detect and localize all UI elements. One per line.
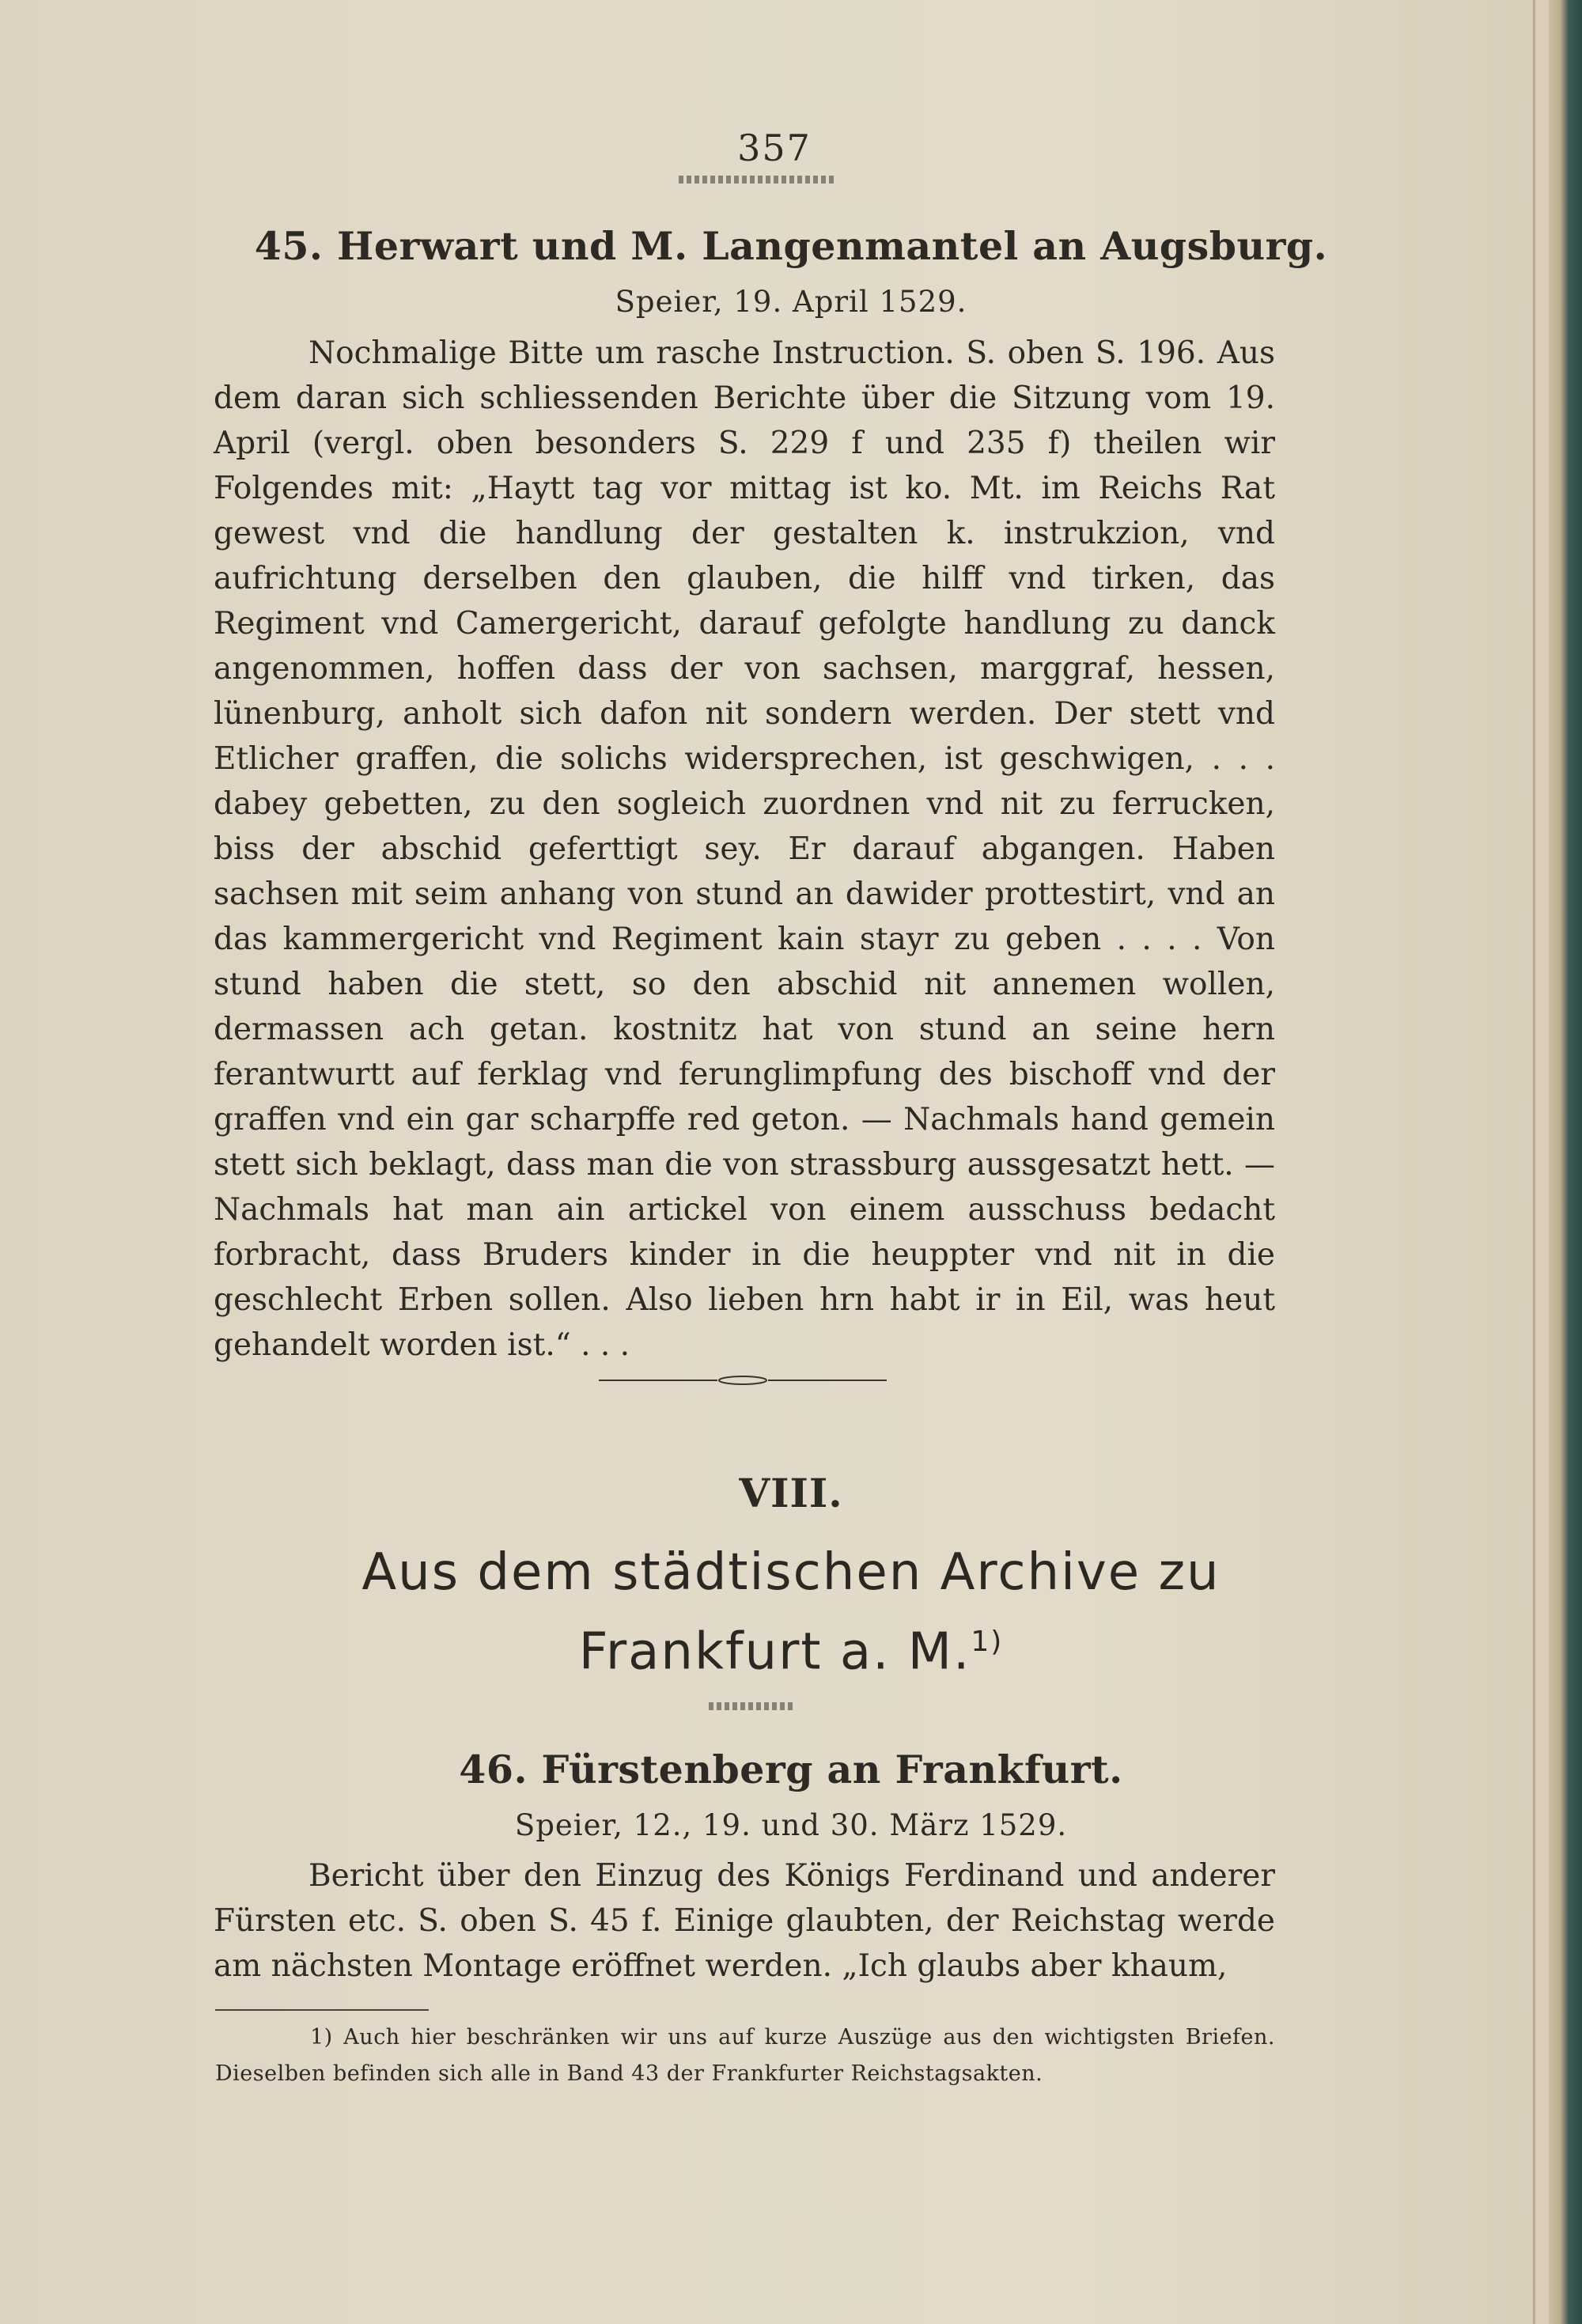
footnote-text: 1) Auch hier beschränken wir uns auf kurze Auszüge aus den wichtigsten Briefen. Dieselben befinden sich alle in Band 43 der Frankfurter Reichstagsakten.: [215, 2025, 1275, 2086]
section-numeral: VIII.: [739, 1470, 843, 1516]
footnote-reference: 1): [971, 1626, 1004, 1658]
letter-46-place-date: Speier, 12., 19. und 30. März 1529.: [514, 1808, 1068, 1842]
letter-45-paragraph: Nochmalige Bitte um rasche Instruction. S. oben S. 196. Aus dem daran sich schliessenden Berichte über die Sitzung vom 19. April (vergl. oben besonders S. 229 f und 235 f) theilen wir Folgendes mit: „Haytt tag vor mittag ist ko. Mt. im Reichs Rat gewest vnd die handlung der gestalten k. instrukzion, vnd aufrichtung derselben den glauben, die hilff vnd tirken, das Regiment vnd Camergericht, darauf gefolgte handlung zu danck angenommen, hoffen dass der von sachsen, marggraf, hessen, lünenburg, anholt sich dafon nit sondern werden. Der stett vnd Etlicher graffen, die solichs widersprechen, ist geschwigen, . . . dabey gebetten, zu den sogleich zuordnen vnd nit zu ferrucken, biss der abschid geferttigt sey. Er darauf abgangen. Haben sachsen mit seim anhang von stund an dawider prottestirt, vnd an das kammergericht vnd Regiment kain stayr zu geben . . . . Von stund haben die stett, so den abschid nit annemen wollen, dermassen ach getan. kostnitz hat von stund an seine hern ferantwurtt auf ferklag vnd ferunglimpfung des bischoff vnd der graffen vnd ein gar scharpffe red geton. — Nachmals hand gemein stett sich beklagt, dass man die von strassburg aussgesatzt hett. — Nachmals hat man ain artickel von einem ausschuss bedacht forbracht, dass Bruders kinder in die heuppter vnd nit in die geschlecht Erben sollen. Also lieben hrn habt ir in Eil, was heut gehandelt worden ist.“ . . .: [214, 335, 1275, 1363]
section-title: [215, 1538, 1367, 1686]
page-number-underline: [679, 176, 834, 184]
page-number: 357: [737, 127, 812, 169]
letter-46-heading: 46. Fürstenberg an Frankfurt.: [459, 1747, 1123, 1792]
footnote: [215, 2019, 1275, 2092]
section-title-underline: [709, 1702, 793, 1710]
letter-46-body: [214, 1853, 1275, 1989]
letter-45-place-date: Speier, 19. April 1529.: [615, 285, 967, 319]
section-title-line-1: Aus dem städtischen Archive zu: [361, 1543, 1221, 1602]
letter-45-heading: 45. Herwart und M. Langenmantel an Augsburg.: [254, 223, 1328, 269]
section-divider-ornament: [599, 1374, 887, 1387]
page-edge-line: [1533, 0, 1535, 2324]
section-title-line-2: Frankfurt a. M.: [578, 1622, 971, 1682]
letter-45-body: [214, 331, 1275, 1368]
letter-46-paragraph: Bericht über den Einzug des Königs Ferdinand und anderer Fürsten etc. S. oben S. 45 f. Einige glaubten, der Reichstag werde am nächsten Montage eröffnet werden. „Ich glaubs aber khaum,: [214, 1858, 1275, 1984]
book-binding-edge: [1549, 0, 1582, 2324]
footnote-rule: [215, 2009, 429, 2011]
